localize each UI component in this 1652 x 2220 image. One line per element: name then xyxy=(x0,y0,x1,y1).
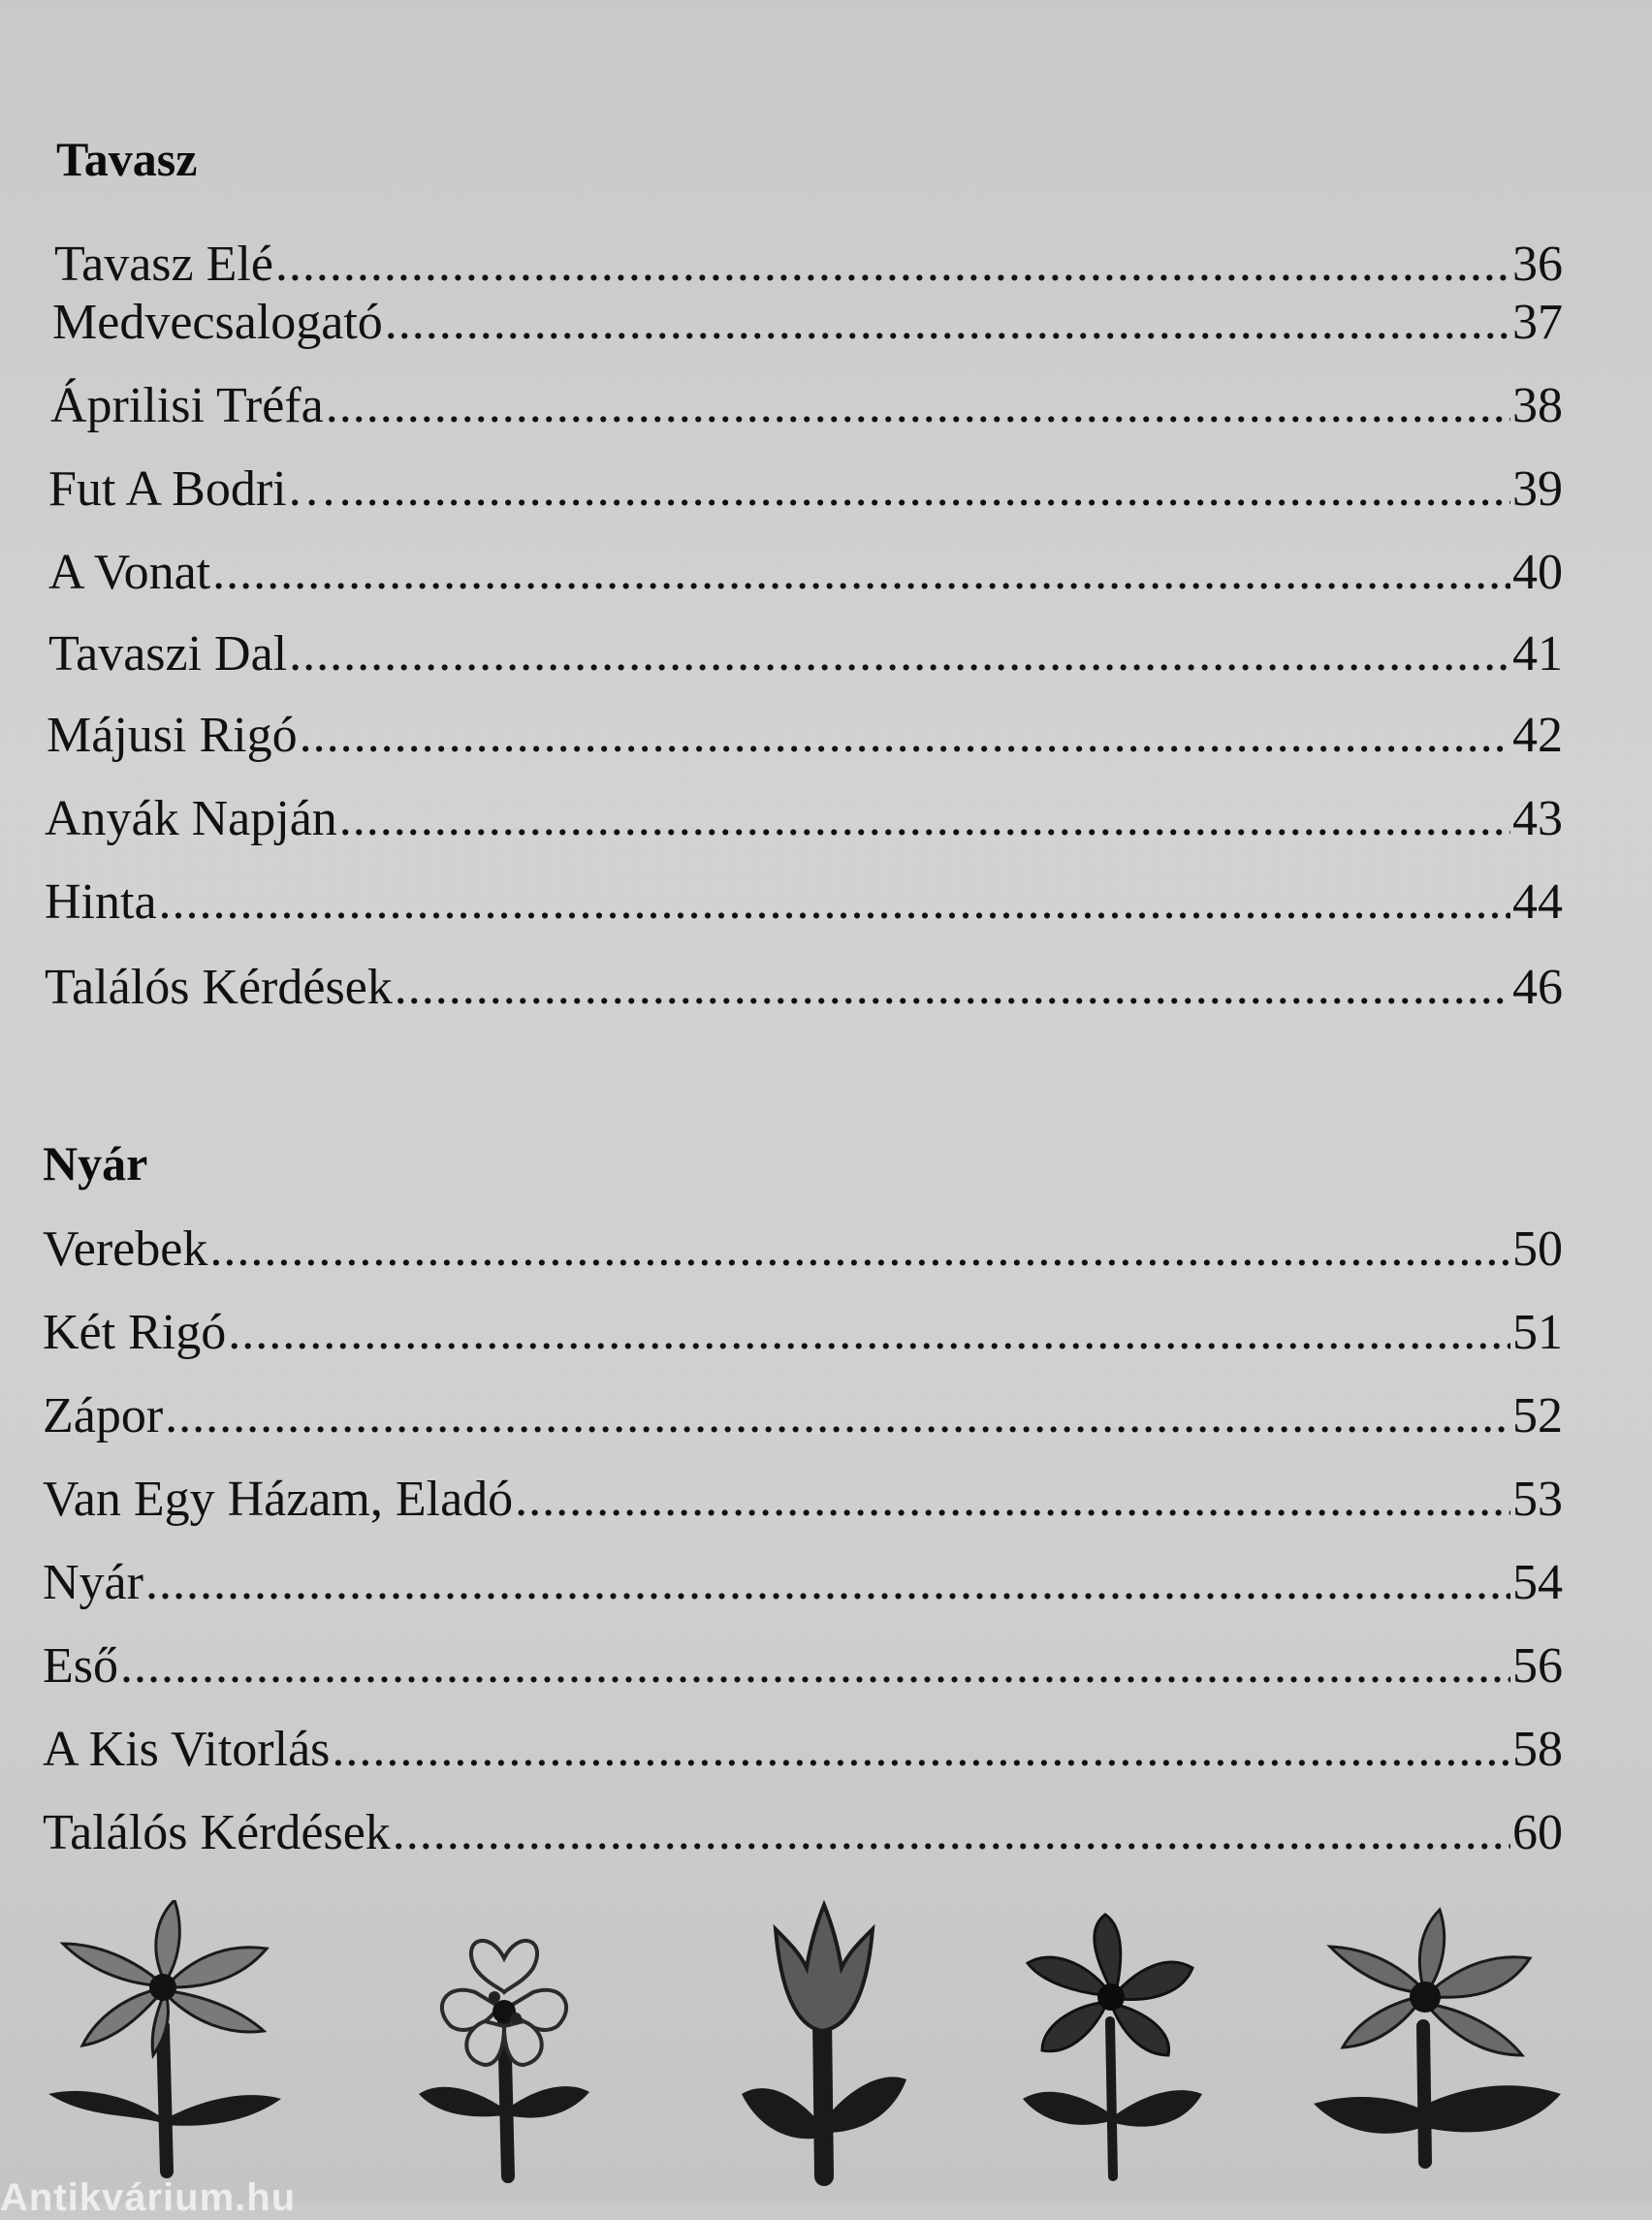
dot-leader xyxy=(385,289,1510,357)
toc-entry-page: 58 xyxy=(1512,1722,1563,1777)
toc-entry-page: 40 xyxy=(1512,545,1563,600)
toc-entry-title: Tavasz Elé xyxy=(54,237,273,292)
watermark: Antikvárium.hu xyxy=(0,2176,297,2219)
toc-entry-page: 41 xyxy=(1512,626,1563,682)
toc-entry[interactable] xyxy=(43,1549,1563,1617)
toc-entry-title: Májusi Rigó xyxy=(47,708,298,763)
toc-entry[interactable] xyxy=(45,954,1563,1022)
dot-leader xyxy=(339,456,1510,523)
dot-leader xyxy=(515,1466,1510,1534)
toc-entry-page: 50 xyxy=(1512,1221,1563,1277)
dot-leader xyxy=(145,1549,1510,1617)
toc-entry-title: A Kis Vitorlás xyxy=(43,1722,331,1777)
dot-leader xyxy=(212,539,1510,607)
toc-entry-page: 52 xyxy=(1512,1388,1563,1443)
toc-entry[interactable] xyxy=(45,785,1563,853)
toc-entry-page: 39 xyxy=(1512,461,1563,517)
toc-entry-page: 43 xyxy=(1512,791,1563,846)
dot-leader xyxy=(326,372,1510,440)
toc-entry-page: 36 xyxy=(1512,237,1563,292)
toc-entry[interactable] xyxy=(48,620,1563,688)
toc-entry-page: 37 xyxy=(1512,295,1563,350)
dot-leader xyxy=(165,1382,1510,1450)
dot-leader xyxy=(289,620,1510,688)
toc-entry-title: Áprilisi Tréfa xyxy=(50,378,324,433)
clover-flower-icon xyxy=(999,1900,1222,2191)
star-flower-icon xyxy=(1309,1900,1571,2191)
toc-entry-title: Nyár xyxy=(43,1555,143,1610)
toc-entry[interactable] xyxy=(48,539,1563,607)
toc-entry[interactable] xyxy=(45,869,1563,936)
toc-entry[interactable] xyxy=(43,1299,1563,1367)
toc-entry-title: Fut A Bodri… xyxy=(48,461,337,517)
toc-entry-page: 44 xyxy=(1512,874,1563,930)
dot-leader xyxy=(395,954,1510,1022)
toc-entry[interactable] xyxy=(43,1633,1563,1700)
toc-entry-title: Találós Kérdések xyxy=(43,1805,391,1860)
toc-entry[interactable] xyxy=(43,1799,1563,1867)
toc-entry-page: 51 xyxy=(1512,1305,1563,1360)
dot-leader xyxy=(300,702,1510,770)
toc-entry-title: Találós Kérdések xyxy=(45,960,393,1015)
toc-entry[interactable] xyxy=(52,289,1563,357)
toc-entry-title: Verebek xyxy=(43,1221,208,1277)
toc-entry-page: 46 xyxy=(1512,960,1563,1015)
heart-petal-flower-icon xyxy=(407,1900,601,2191)
toc-entry[interactable] xyxy=(48,456,1563,523)
star-flower-icon xyxy=(39,1900,291,2191)
toc-entry-page: 54 xyxy=(1512,1555,1563,1610)
toc-entry-title: Zápor xyxy=(43,1388,164,1443)
dot-leader xyxy=(332,1716,1510,1784)
toc-entry-page: 38 xyxy=(1512,378,1563,433)
toc-entry-title: Anyák Napján xyxy=(45,791,337,846)
toc-entry-page: 42 xyxy=(1512,708,1563,763)
dot-leader xyxy=(393,1799,1510,1867)
toc-entry-page: 60 xyxy=(1512,1805,1563,1860)
toc-entry[interactable] xyxy=(43,1216,1563,1284)
section-title-nyar: Nyár xyxy=(43,1136,148,1190)
section-title-tavasz: Tavasz xyxy=(56,132,198,186)
toc-entry[interactable] xyxy=(43,1466,1563,1534)
dot-leader xyxy=(120,1633,1510,1700)
toc-entry[interactable] xyxy=(47,702,1563,770)
dot-leader xyxy=(228,1299,1510,1367)
toc-entry-title: Két Rigó xyxy=(43,1305,227,1360)
toc-entry[interactable] xyxy=(50,372,1563,440)
toc-entry-page: 53 xyxy=(1512,1472,1563,1527)
toc-entry-title: A Vonat xyxy=(48,545,211,600)
tulip-icon xyxy=(737,1900,911,2191)
dot-leader xyxy=(159,869,1510,936)
toc-entry-title: Eső xyxy=(43,1638,118,1694)
toc-entry-title: Van Egy Házam, Eladó xyxy=(43,1472,514,1527)
toc-entry-title: Hinta xyxy=(45,874,157,930)
toc-entry[interactable] xyxy=(43,1382,1563,1450)
toc-entry-page: 56 xyxy=(1512,1638,1563,1694)
toc-entry-title: Medvecsalogató xyxy=(52,295,383,350)
dot-leader xyxy=(209,1216,1510,1284)
toc-entry-title: Tavaszi Dal xyxy=(48,626,288,682)
flower-illustrations xyxy=(0,1900,1652,2191)
toc-entry[interactable] xyxy=(43,1716,1563,1784)
dot-leader xyxy=(339,785,1510,853)
